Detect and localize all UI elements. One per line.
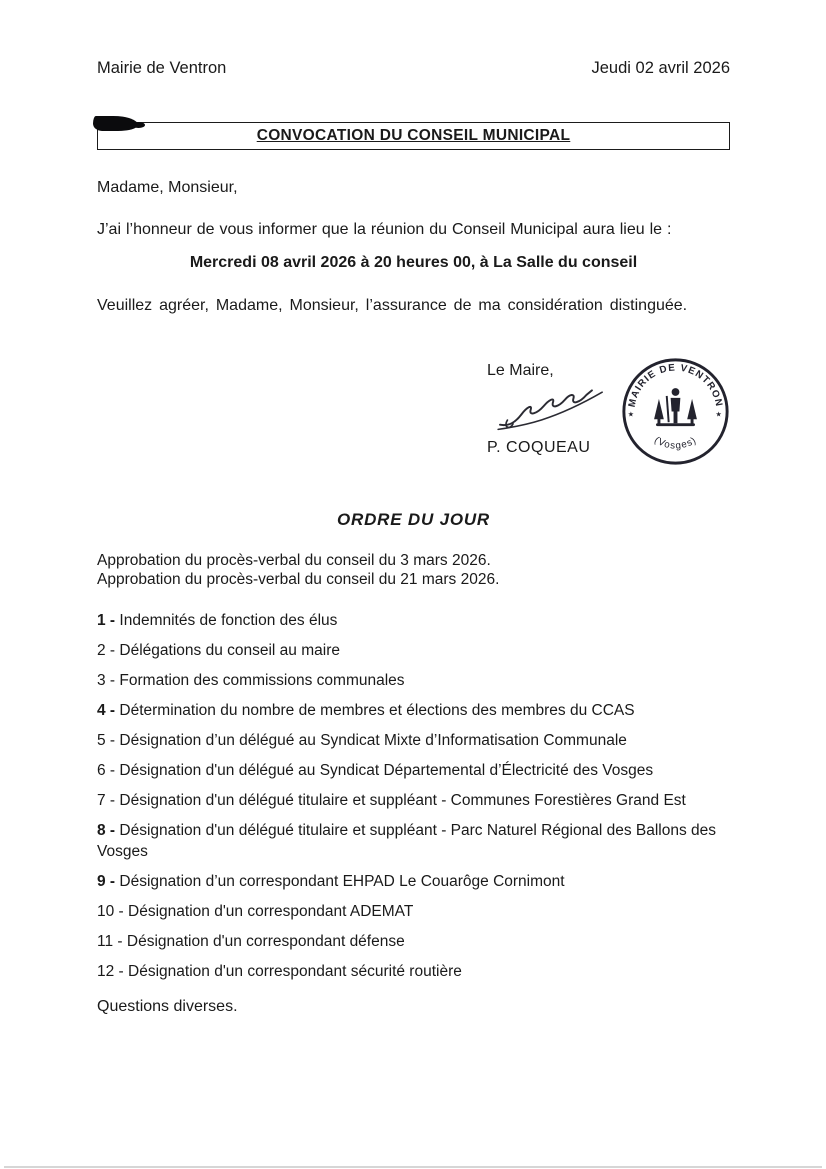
agenda-item — [97, 610, 730, 631]
letterhead — [97, 58, 730, 78]
agenda-item-text: Indemnités de fonction des élus — [119, 612, 338, 629]
document-title: CONVOCATION DU CONSEIL MUNICIPAL — [256, 127, 571, 144]
agenda-item-number: 12 - — [97, 963, 124, 980]
agenda-item-number: 9 - — [97, 873, 116, 890]
agenda-item-text: Désignation d'un correspondant ADEMAT — [128, 903, 414, 920]
agenda-item — [97, 670, 730, 691]
agenda-item — [97, 640, 730, 661]
agenda-item-text: Désignation d'un correspondant sécurité routière — [128, 963, 462, 980]
intro-paragraph: J’ai l’honneur de vous informer que la réunion du Conseil Municipal aura lieu le : — [97, 221, 672, 238]
official-stamp-icon — [619, 355, 732, 468]
agenda-item — [97, 871, 730, 892]
scan-edge-artifact — [4, 1166, 822, 1168]
agenda-item — [97, 730, 730, 751]
agenda-item-text: Désignation d’un correspondant EHPAD Le Couarôge Cornimont — [119, 873, 565, 890]
agenda-item-number: 10 - — [97, 903, 124, 920]
agenda-item — [97, 820, 730, 862]
header-date: Jeudi 02 avril 2026 — [591, 59, 730, 77]
agenda-item-number: 5 - — [97, 732, 116, 749]
svg-text:(Vosges) — [652, 435, 699, 452]
coat-of-arms-icon — [654, 388, 697, 426]
stamp-bottom-text: (Vosges) — [652, 434, 699, 452]
closing-note: Questions diverses. — [97, 998, 238, 1015]
agenda-item-text: Désignation d'un délégué titulaire et suppléant - Communes Forestières Grand Est — [119, 792, 686, 809]
agenda-item-number: 3 - — [97, 672, 116, 689]
stamp-top-text: MAIRIE DE VENTRON — [626, 362, 725, 409]
agenda-item-number: 6 - — [97, 762, 116, 779]
agenda-item — [97, 901, 730, 922]
approval-line: Approbation du procès-verbal du conseil du 21 mars 2026. — [97, 571, 500, 588]
approvals — [97, 551, 730, 589]
agenda-item-text: Délégations du conseil au maire — [119, 642, 340, 659]
signer-name: P. COQUEAU — [487, 439, 591, 456]
agenda-item-text: Formation des commissions communales — [119, 672, 405, 689]
agenda-item-text: Désignation d’un délégué au Syndicat Mixte d’Informatisation Communale — [119, 732, 627, 749]
title-box — [97, 122, 730, 150]
closing-paragraph: Veuillez agréer, Madame, Monsieur, l’assurance de ma considération distinguée. — [97, 297, 688, 314]
agenda-item-number: 2 - — [97, 642, 116, 659]
agenda-item — [97, 700, 730, 721]
agenda-item — [97, 760, 730, 781]
signer-role: Le Maire, — [487, 362, 554, 379]
agenda-item-text: Détermination du nombre de membres et élections des membres du CCAS — [119, 702, 635, 719]
signature-block — [97, 361, 730, 463]
agenda-item — [97, 790, 730, 811]
agenda-item-number: 11 - — [97, 933, 123, 950]
agenda-item-number: 1 - — [97, 612, 116, 629]
approval-line: Approbation du procès-verbal du conseil du 3 mars 2026. — [97, 552, 491, 569]
agenda-items — [97, 610, 730, 982]
signature-scribble — [493, 382, 611, 434]
agenda-item-number: 8 - — [97, 822, 116, 839]
header-place: Mairie de Ventron — [97, 59, 227, 77]
agenda-item-text: Désignation d'un correspondant défense — [126, 933, 405, 950]
agenda-item-text: Désignation d'un délégué au Syndicat Départemental d’Électricité des Vosges — [119, 762, 654, 779]
agenda-item — [97, 931, 730, 952]
agenda-heading: ORDRE DU JOUR — [336, 510, 491, 529]
agenda-item-text: Désignation d'un délégué titulaire et suppléant - Parc Naturel Régional des Ballons des Vosges — [97, 822, 717, 860]
meeting-datetime-line: Mercredi 08 avril 2026 à 20 heures 00, à La Salle du conseil — [189, 254, 638, 271]
stamp-star-left-icon: ★ — [627, 411, 634, 419]
agenda-item-number: 4 - — [97, 702, 116, 719]
agenda-item-number: 7 - — [97, 792, 116, 809]
salutation: Madame, Monsieur, — [97, 179, 238, 196]
ink-smudge-artifact — [93, 116, 138, 131]
stamp-star-right-icon: ★ — [715, 411, 722, 419]
agenda-item — [97, 961, 730, 982]
